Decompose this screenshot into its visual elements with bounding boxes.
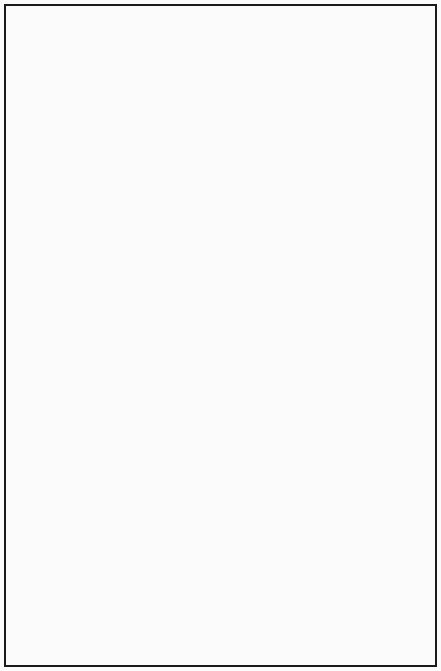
notice-paragraph <box>15 35 426 50</box>
notice-paragraph <box>15 95 426 110</box>
notice-paragraph <box>15 80 426 95</box>
notice-paragraph <box>15 110 426 125</box>
notice-title <box>15 12 426 30</box>
notice-closing <box>15 644 426 659</box>
notice-paragraph <box>15 65 426 80</box>
notice-paragraph <box>15 170 426 185</box>
notice-paragraph <box>15 125 426 140</box>
auction-notice <box>4 4 437 667</box>
notice-paragraph <box>15 155 426 170</box>
notice-paragraph <box>15 50 426 65</box>
notice-body <box>15 35 426 641</box>
notice-paragraph <box>15 185 426 200</box>
notice-paragraph <box>15 140 426 155</box>
